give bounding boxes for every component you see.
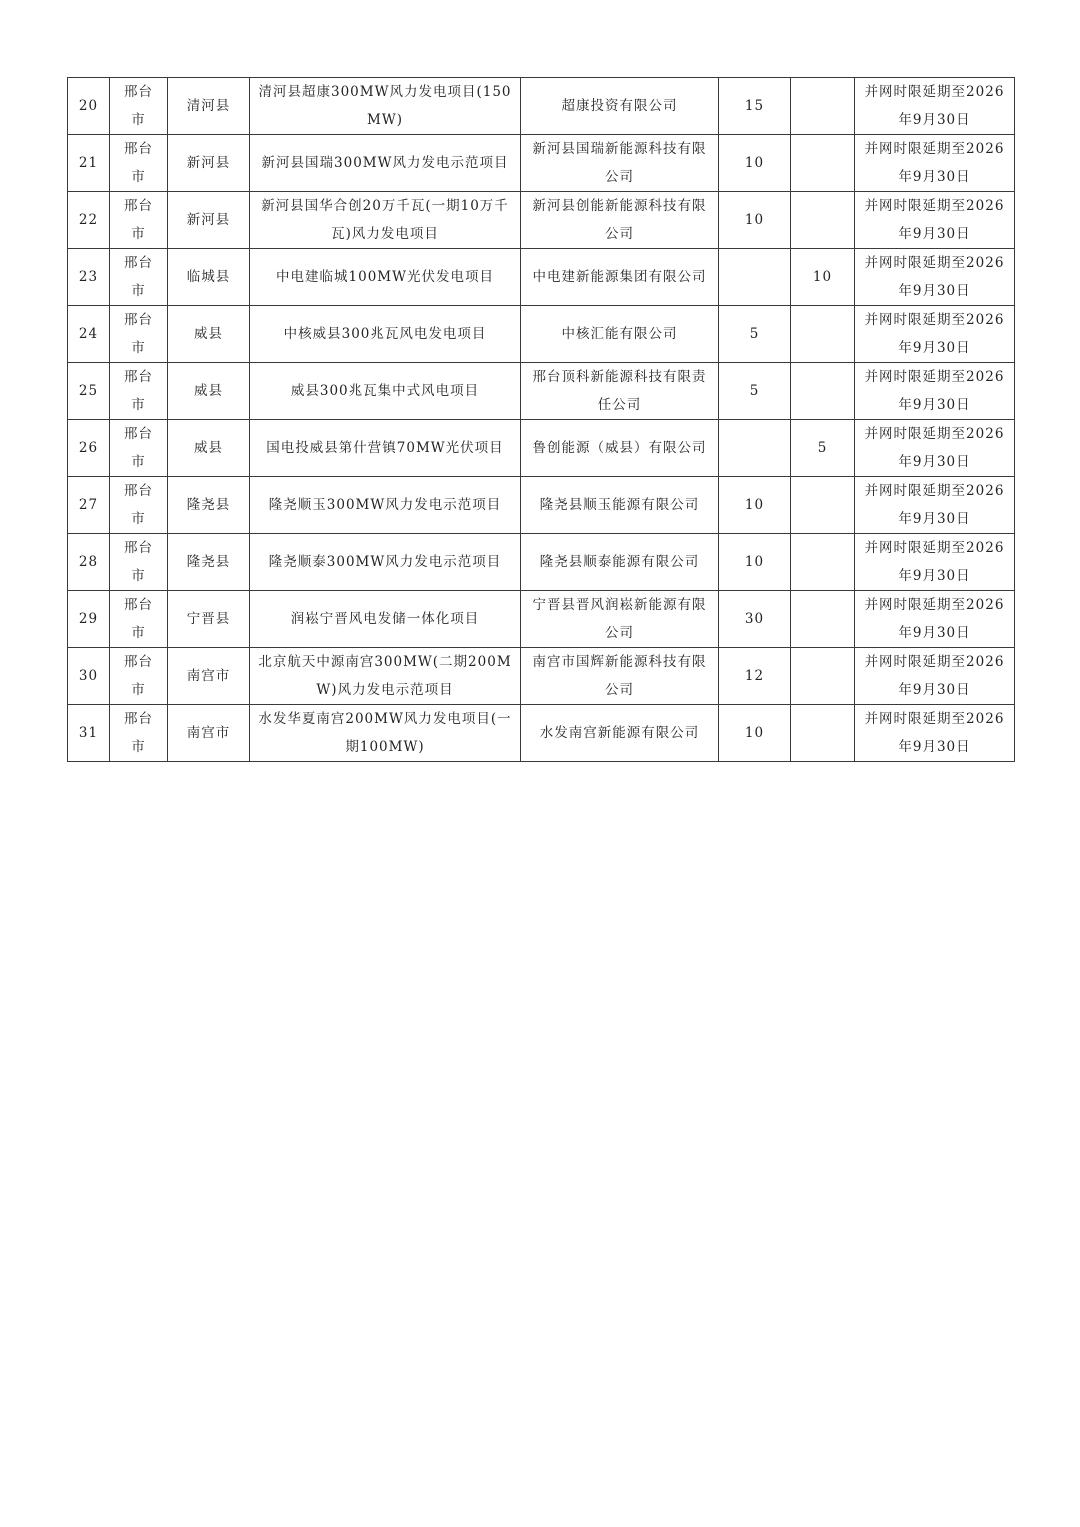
city-cell: 邢台市: [110, 78, 168, 135]
row-number: 22: [68, 192, 110, 249]
row-number: 26: [68, 420, 110, 477]
row-number: 29: [68, 591, 110, 648]
project-name-cell: 新河县国华合创20万千瓦(一期10万千瓦)风力发电项目: [250, 192, 521, 249]
company-cell: 新河县国瑞新能源科技有限公司: [521, 135, 719, 192]
company-cell: 邢台顶科新能源科技有限责任公司: [521, 363, 719, 420]
city-cell: 邢台市: [110, 363, 168, 420]
county-cell: 南宫市: [168, 648, 250, 705]
project-name-cell: 润崧宁晋风电发储一体化项目: [250, 591, 521, 648]
wind-capacity-cell: 30: [719, 591, 791, 648]
row-number: 21: [68, 135, 110, 192]
solar-capacity-cell: [791, 591, 855, 648]
wind-capacity-cell: 10: [719, 705, 791, 762]
company-cell: 新河县创能新能源科技有限公司: [521, 192, 719, 249]
table-row: [68, 477, 1015, 534]
solar-capacity-cell: [791, 534, 855, 591]
city-cell: 邢台市: [110, 420, 168, 477]
project-name-cell: 中电建临城100MW光伏发电项目: [250, 249, 521, 306]
note-cell: 并网时限延期至2026年9月30日: [855, 420, 1015, 477]
wind-capacity-cell: [719, 420, 791, 477]
table-row: [68, 534, 1015, 591]
note-cell: 并网时限延期至2026年9月30日: [855, 78, 1015, 135]
city-cell: 邢台市: [110, 705, 168, 762]
solar-capacity-cell: [791, 192, 855, 249]
county-cell: 威县: [168, 363, 250, 420]
note-cell: 并网时限延期至2026年9月30日: [855, 648, 1015, 705]
wind-capacity-cell: 10: [719, 135, 791, 192]
note-cell: 并网时限延期至2026年9月30日: [855, 363, 1015, 420]
company-cell: 宁晋县晋风润崧新能源有限公司: [521, 591, 719, 648]
table-row: [68, 306, 1015, 363]
project-table: [67, 77, 1015, 762]
project-name-cell: 水发华夏南宫200MW风力发电项目(一期100MW): [250, 705, 521, 762]
wind-capacity-cell: 15: [719, 78, 791, 135]
county-cell: 临城县: [168, 249, 250, 306]
wind-capacity-cell: 10: [719, 192, 791, 249]
project-name-cell: 隆尧顺泰300MW风力发电示范项目: [250, 534, 521, 591]
wind-capacity-cell: 12: [719, 648, 791, 705]
city-cell: 邢台市: [110, 192, 168, 249]
note-cell: 并网时限延期至2026年9月30日: [855, 249, 1015, 306]
county-cell: 隆尧县: [168, 477, 250, 534]
city-cell: 邢台市: [110, 591, 168, 648]
note-cell: 并网时限延期至2026年9月30日: [855, 705, 1015, 762]
row-number: 20: [68, 78, 110, 135]
table-row: [68, 78, 1015, 135]
county-cell: 威县: [168, 420, 250, 477]
county-cell: 新河县: [168, 192, 250, 249]
solar-capacity-cell: [791, 477, 855, 534]
note-cell: 并网时限延期至2026年9月30日: [855, 477, 1015, 534]
row-number: 27: [68, 477, 110, 534]
wind-capacity-cell: [719, 249, 791, 306]
company-cell: 中电建新能源集团有限公司: [521, 249, 719, 306]
row-number: 25: [68, 363, 110, 420]
table-row: [68, 135, 1015, 192]
county-cell: 南宫市: [168, 705, 250, 762]
wind-capacity-cell: 10: [719, 534, 791, 591]
city-cell: 邢台市: [110, 249, 168, 306]
county-cell: 新河县: [168, 135, 250, 192]
wind-capacity-cell: 5: [719, 306, 791, 363]
row-number: 31: [68, 705, 110, 762]
note-cell: 并网时限延期至2026年9月30日: [855, 591, 1015, 648]
table-row: [68, 705, 1015, 762]
company-cell: 鲁创能源（威县）有限公司: [521, 420, 719, 477]
city-cell: 邢台市: [110, 648, 168, 705]
note-cell: 并网时限延期至2026年9月30日: [855, 192, 1015, 249]
solar-capacity-cell: [791, 705, 855, 762]
table-row: [68, 420, 1015, 477]
table-body: [68, 78, 1015, 762]
county-cell: 清河县: [168, 78, 250, 135]
row-number: 28: [68, 534, 110, 591]
note-cell: 并网时限延期至2026年9月30日: [855, 534, 1015, 591]
project-name-cell: 威县300兆瓦集中式风电项目: [250, 363, 521, 420]
note-cell: 并网时限延期至2026年9月30日: [855, 306, 1015, 363]
project-name-cell: 清河县超康300MW风力发电项目(150MW): [250, 78, 521, 135]
company-cell: 中核汇能有限公司: [521, 306, 719, 363]
row-number: 23: [68, 249, 110, 306]
table-row: [68, 192, 1015, 249]
company-cell: 隆尧县顺泰能源有限公司: [521, 534, 719, 591]
wind-capacity-cell: 5: [719, 363, 791, 420]
note-cell: 并网时限延期至2026年9月30日: [855, 135, 1015, 192]
table-row: [68, 363, 1015, 420]
solar-capacity-cell: [791, 363, 855, 420]
row-number: 24: [68, 306, 110, 363]
table-row: [68, 591, 1015, 648]
solar-capacity-cell: [791, 648, 855, 705]
table-row: [68, 249, 1015, 306]
solar-capacity-cell: [791, 135, 855, 192]
project-name-cell: 隆尧顺玉300MW风力发电示范项目: [250, 477, 521, 534]
city-cell: 邢台市: [110, 534, 168, 591]
company-cell: 隆尧县顺玉能源有限公司: [521, 477, 719, 534]
city-cell: 邢台市: [110, 477, 168, 534]
company-cell: 南宫市国辉新能源科技有限公司: [521, 648, 719, 705]
solar-capacity-cell: [791, 78, 855, 135]
project-name-cell: 新河县国瑞300MW风力发电示范项目: [250, 135, 521, 192]
city-cell: 邢台市: [110, 135, 168, 192]
row-number: 30: [68, 648, 110, 705]
project-name-cell: 国电投威县第什营镇70MW光伏项目: [250, 420, 521, 477]
company-cell: 水发南宫新能源有限公司: [521, 705, 719, 762]
county-cell: 隆尧县: [168, 534, 250, 591]
solar-capacity-cell: [791, 306, 855, 363]
project-name-cell: 北京航天中源南宫300MW(二期200MW)风力发电示范项目: [250, 648, 521, 705]
project-name-cell: 中核威县300兆瓦风电发电项目: [250, 306, 521, 363]
solar-capacity-cell: 5: [791, 420, 855, 477]
company-cell: 超康投资有限公司: [521, 78, 719, 135]
city-cell: 邢台市: [110, 306, 168, 363]
table-row: [68, 648, 1015, 705]
county-cell: 威县: [168, 306, 250, 363]
county-cell: 宁晋县: [168, 591, 250, 648]
solar-capacity-cell: 10: [791, 249, 855, 306]
wind-capacity-cell: 10: [719, 477, 791, 534]
